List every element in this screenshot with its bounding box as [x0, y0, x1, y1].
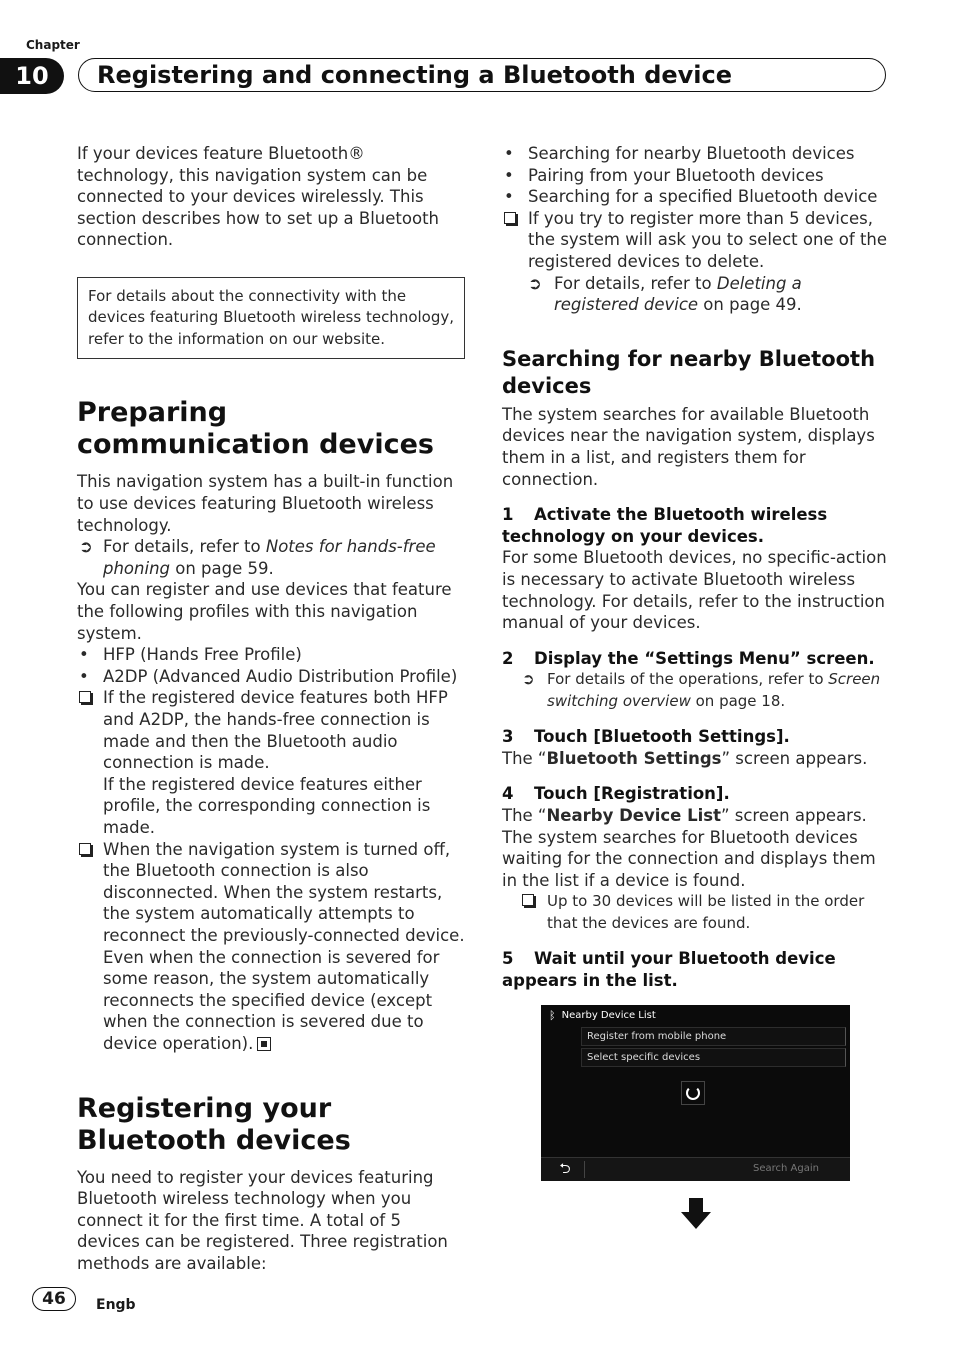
reference: ➲ For details, refer to Notes for hands-free phoning on page 59.: [79, 537, 436, 578]
list-item: • Pairing from your Bluetooth devices: [504, 165, 824, 185]
list-item: • A2DP (Advanced Audio Distribution Profile): [79, 666, 458, 686]
checkbox-icon: [79, 839, 91, 861]
nearby-device-list-screenshot: [541, 1005, 850, 1180]
select-specific-devices-button[interactable]: Select specific devices: [581, 1048, 846, 1067]
paragraph: This navigation system has a built-in function to use devices featuring Bluetooth wireless technology.: [77, 472, 454, 535]
list-item: • Searching for a specified Bluetooth device: [504, 187, 878, 207]
paragraph: You can register and use devices that feature the following profiles with this navigation system.: [77, 580, 452, 643]
screen-title-bar: [541, 1005, 850, 1025]
chapter-number: 10: [0, 58, 64, 94]
arrow-icon: ➲: [528, 273, 542, 293]
bullet-icon: •: [504, 187, 514, 207]
checkbox-icon: [79, 687, 91, 709]
reference-link[interactable]: Notes for hands-free phoning: [103, 537, 436, 578]
loading-spinner-icon: [681, 1081, 705, 1105]
intro-paragraph: If your devices feature Bluetooth® technology, this navigation system can be connected to your devices wirelessly. This section describes how to set up a Bluetooth connection.: [77, 144, 439, 250]
arrow-icon: ➲: [522, 670, 535, 689]
paragraph: The system searches for available Bluetooth devices near the navigation system, displays them in a list, and registers them for connection.: [502, 404, 875, 489]
page-number: 46: [32, 1287, 76, 1311]
register-from-mobile-button[interactable]: Register from mobile phone: [581, 1027, 846, 1046]
checkbox-icon: [504, 208, 516, 230]
search-again-button[interactable]: Search Again: [753, 1163, 819, 1174]
step-4: 4 Touch [Registration].: [502, 784, 730, 804]
list-item: When the navigation system is turned off, the Bluetooth connection is also disconnected. When the system restarts, the system automatically attempts to reconnect the previously-connected device. Even when the connection is severed for some reason, the system automatically reconnects the specified device (except when the connection is severed due to device operation).: [77, 839, 465, 1055]
profile-list: [77, 644, 465, 1054]
note-item: Up to 30 devices will be listed in the order that the devices are found.: [502, 891, 890, 934]
list-item: If the registered device features both HFP and A2DP, the hands-free connection is made and then the Bluetooth audio connection is made. If the registered device features either profile, the corresponding connection is made.: [77, 687, 465, 838]
note-box: For details about the connectivity with the devices featuring Bluetooth wireless technology, refer to the information on our website.: [77, 277, 465, 360]
paragraph: You need to register your devices featuring Bluetooth wireless technology when you connect it for the first time. A total of 5 devices can be registered. Three registration methods are available:: [77, 1167, 448, 1273]
screen-title: Nearby Device List: [561, 1009, 656, 1021]
down-arrow-icon: [680, 1198, 712, 1230]
reference: ➲ For details of the operations, refer to Screen switching overview on page 18.: [522, 670, 881, 710]
step-body: For some Bluetooth devices, no specific-action is necessary to activate Bluetooth wireless technology. For details, refer to the instruction manual of your devices.: [502, 548, 887, 633]
reference-link[interactable]: Screen switching overview: [547, 670, 881, 710]
back-arrow-icon: ⮌: [559, 1160, 571, 1177]
step-body: The system searches for Bluetooth devices waiting for the connection and displays them in the list if a device is found.: [502, 827, 876, 890]
step-body: The “Nearby Device List” screen appears.: [502, 806, 867, 826]
bullet-icon: •: [79, 645, 89, 665]
method-list: [502, 143, 890, 273]
back-button[interactable]: [546, 1161, 585, 1178]
bullet-icon: •: [79, 666, 89, 686]
section-heading-searching: Searching for nearby Bluetooth devices: [502, 346, 876, 398]
bullet-icon: •: [504, 165, 514, 185]
step-3: 3 Touch [Bluetooth Settings].: [502, 727, 790, 747]
step-body: The “Bluetooth Settings” screen appears.: [502, 748, 868, 768]
right-column: [502, 143, 890, 992]
step-1: 1 Activate the Bluetooth wireless technology on your devices.: [502, 505, 828, 546]
list-item: • HFP (Hands Free Profile): [79, 645, 302, 665]
end-mark-icon: [257, 1037, 271, 1051]
section-heading-registering: Registering your Bluetooth devices: [77, 1092, 351, 1156]
list-item: • Searching for nearby Bluetooth devices: [504, 144, 855, 163]
chapter-label: Chapter: [26, 38, 80, 52]
section-heading-preparing: Preparing communication devices: [77, 397, 434, 461]
page-language: Engb: [96, 1297, 136, 1313]
step-5: 5 Wait until your Bluetooth device appears in the list.: [502, 949, 836, 991]
list-item: If you try to register more than 5 devices, the system will ask you to select one of the registered devices to delete.: [502, 208, 890, 273]
checkbox-icon: [522, 891, 534, 913]
bullet-icon: •: [504, 144, 514, 163]
chapter-title: Registering and connecting a Bluetooth device: [78, 58, 886, 92]
bluetooth-icon: ᛒ: [549, 1008, 556, 1022]
reference-link[interactable]: Deleting a registered device: [554, 273, 802, 315]
arrow-icon: ➲: [79, 537, 93, 557]
step-2: 2 Display the “Settings Menu” screen.: [502, 648, 875, 668]
reference: ➲ For details, refer to Deleting a registered device on page 49.: [528, 273, 802, 315]
left-column: [77, 143, 465, 1274]
screen-bottom-bar: [541, 1157, 850, 1181]
